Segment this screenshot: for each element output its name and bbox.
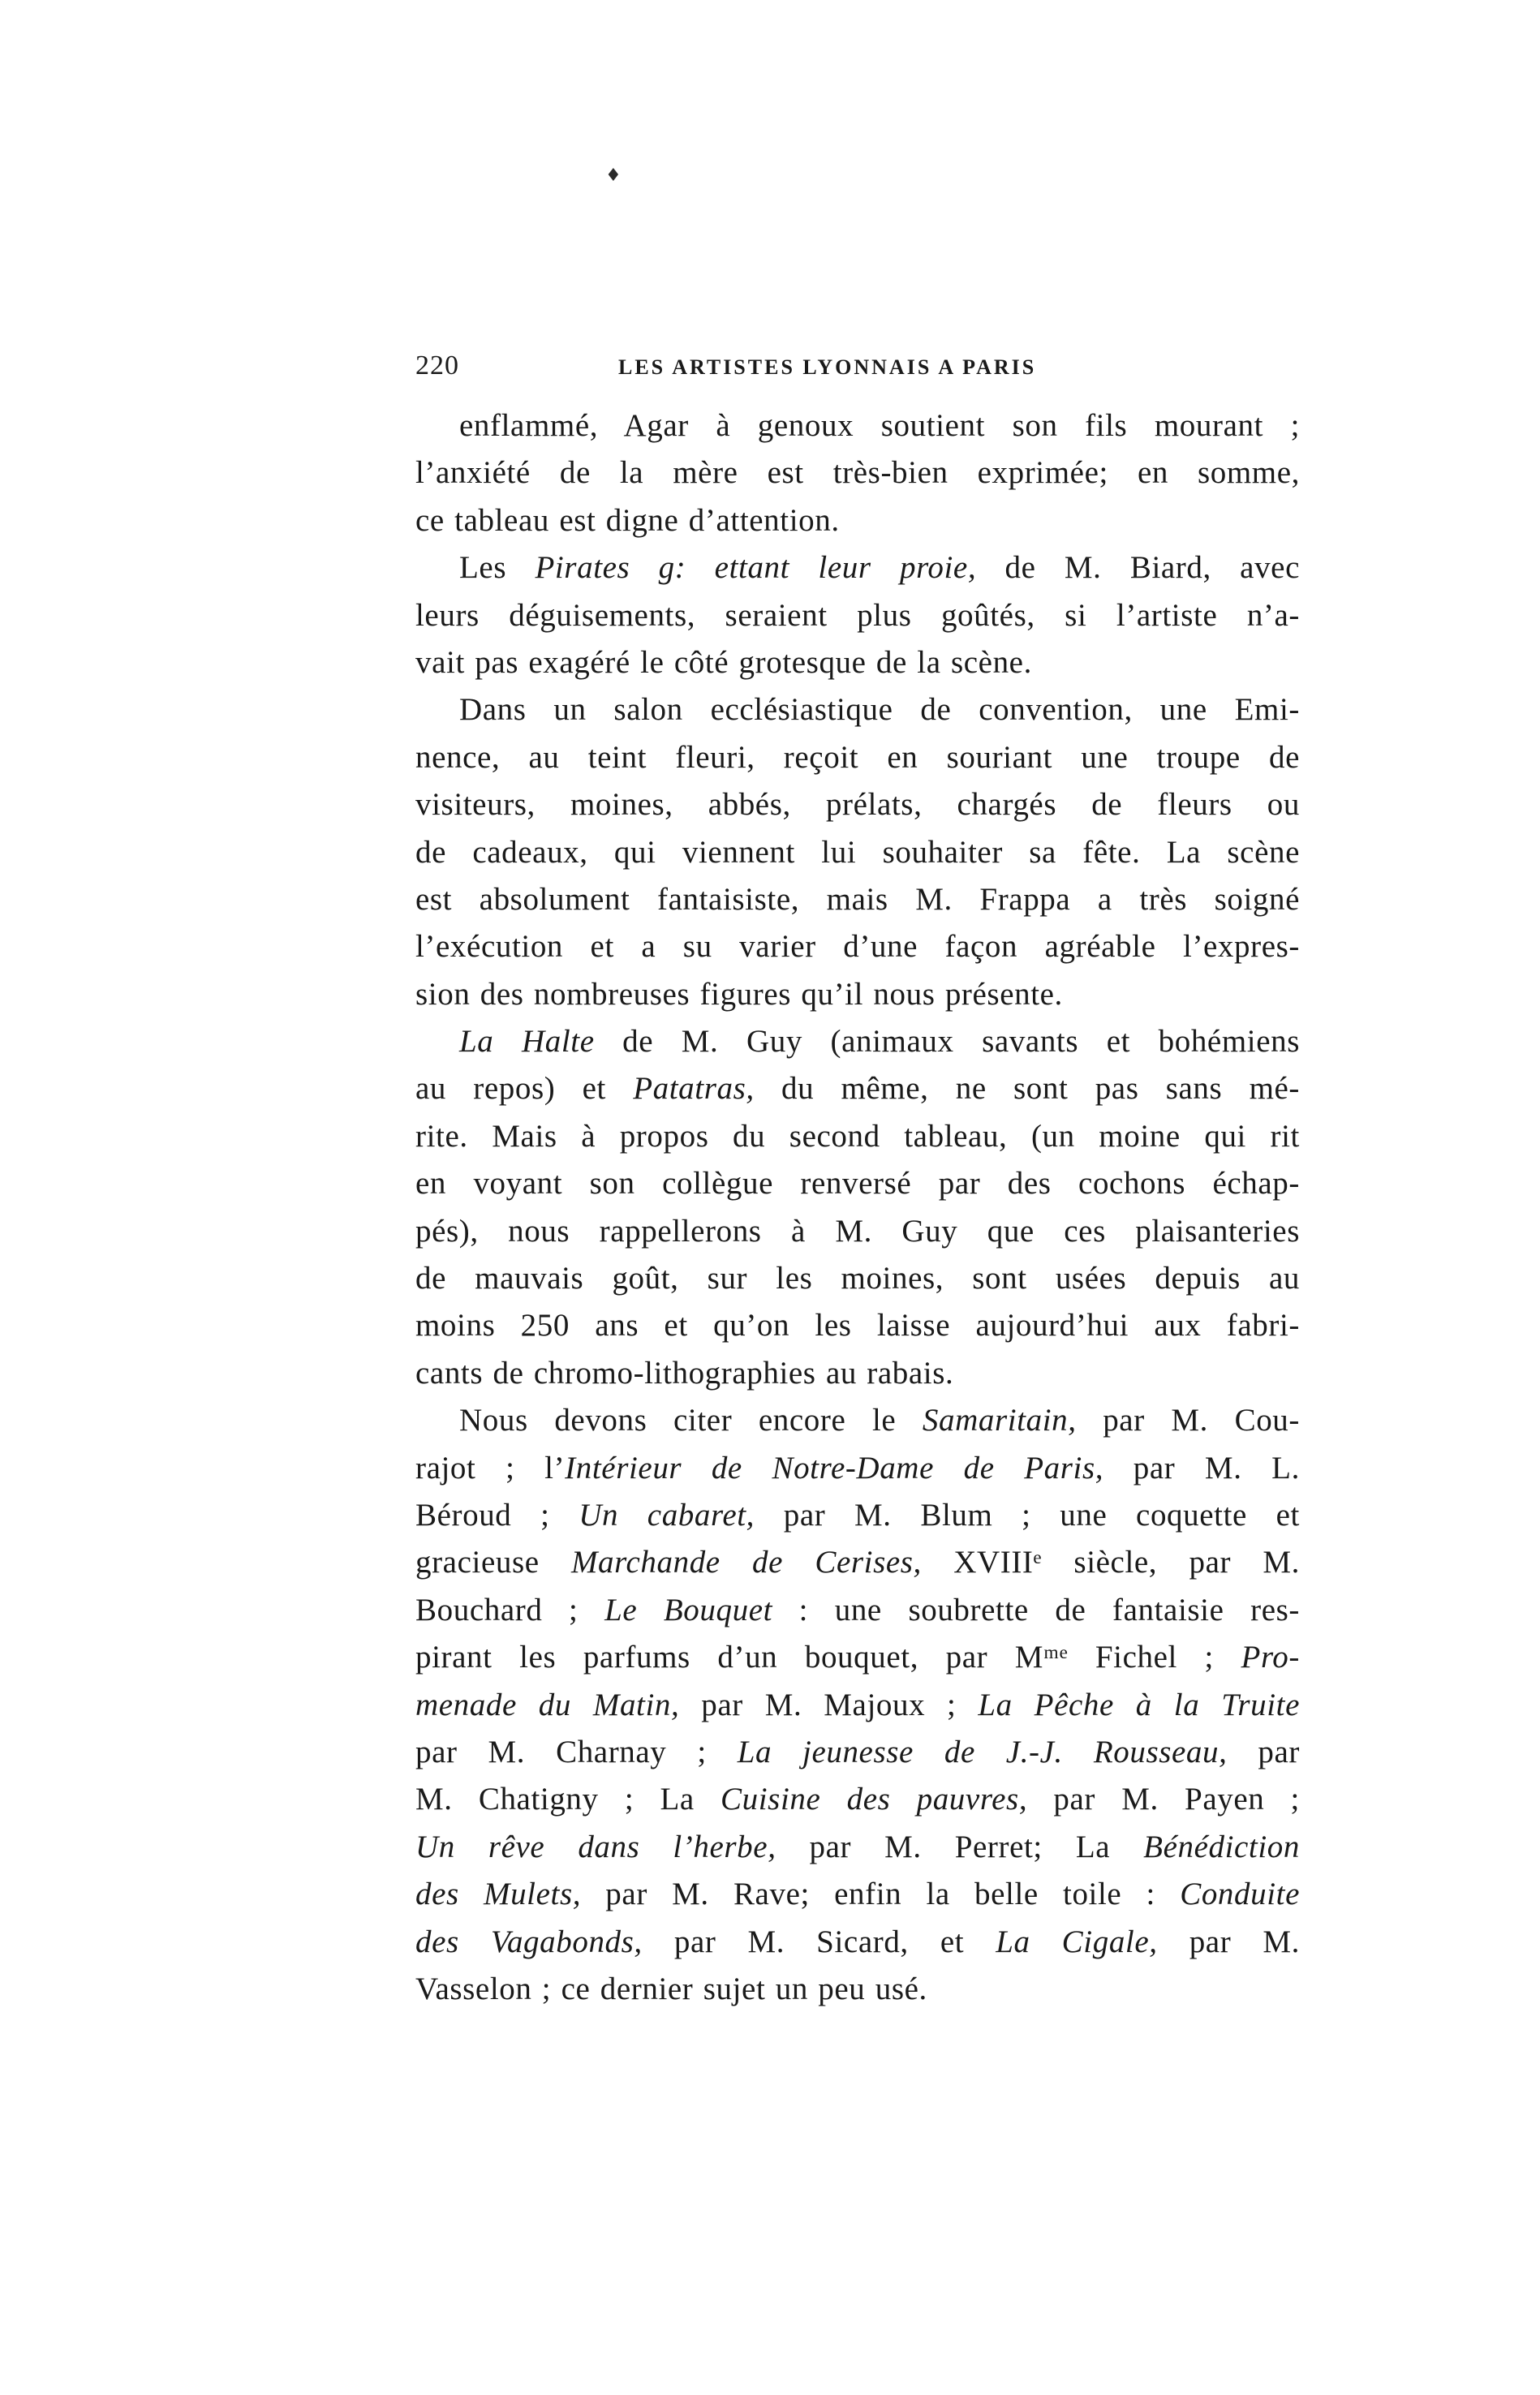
text-run: par M. Payen ; xyxy=(1027,1782,1300,1817)
text-line: l’exécution et a su varier d’une façon agréable l’expres- xyxy=(415,929,1300,965)
text-line: en voyant son collègue renversé par des cochons échap- xyxy=(415,1166,1300,1202)
italic-title: Patatras, xyxy=(633,1071,755,1107)
italic-title: Pro- xyxy=(1241,1640,1300,1675)
text-line xyxy=(415,544,1300,591)
text-line: cants de chromo-lithographies au rabais. xyxy=(415,1355,954,1391)
text-run: par M. Sicard, et xyxy=(642,1924,996,1959)
text-line xyxy=(415,1776,1300,1823)
text-run: par M. Blum ; une coquette et xyxy=(755,1497,1300,1533)
italic-title: Pirates g: ettant leur proie, xyxy=(535,550,977,586)
italic-title: La Pêche à la Truite xyxy=(978,1687,1301,1722)
text-line: sion des nombreuses figures qu’il nous présente. xyxy=(415,976,1063,1012)
text-line xyxy=(415,1018,1300,1065)
italic-title: des Mulets, xyxy=(415,1877,582,1912)
running-title: LES ARTISTES LYONNAIS A PARIS xyxy=(618,355,1037,379)
text-line xyxy=(415,1065,1300,1112)
text-line xyxy=(415,1445,1300,1492)
text-line: rite. Mais à propos du second tableau, (un moine qui rit xyxy=(415,1118,1300,1154)
italic-title: Conduite xyxy=(1180,1877,1300,1912)
body-text xyxy=(415,402,1300,2013)
text-line: l’anxiété de la mère est très-bien exprimée; en somme, xyxy=(415,455,1300,491)
text-line: ce tableau est digne d’attention. xyxy=(415,502,840,538)
text-run: par M. Charnay ; xyxy=(415,1734,738,1769)
text-run: Bouchard ; xyxy=(415,1592,605,1627)
text-run: de M. Guy (animaux savants et bohémiens xyxy=(594,1024,1300,1060)
italic-title: Samaritain, xyxy=(922,1403,1077,1438)
paragraph xyxy=(415,402,1300,544)
text-line: vait pas exagéré le côté grotesque de la scène. xyxy=(415,644,1032,680)
text-line xyxy=(415,1397,1300,1444)
italic-title: La Cigale, xyxy=(996,1924,1158,1959)
text-run: par xyxy=(1227,1734,1300,1769)
italic-title: Un rêve dans l’herbe, xyxy=(415,1829,776,1864)
text-run: rajot ; l’ xyxy=(415,1450,566,1486)
text-run: Les xyxy=(459,550,536,586)
text-line: enflammé, Agar à genoux soutient son fils mourant ; xyxy=(459,408,1300,443)
text-line: pés), nous rappellerons à M. Guy que ces plaisanteries xyxy=(415,1213,1300,1249)
text-line xyxy=(415,1682,1300,1729)
text-run: Nous devons citer encore le xyxy=(459,1403,923,1438)
text-line: visiteurs, moines, abbés, prélats, chargés de fleurs ou xyxy=(415,787,1300,823)
text-run: pirant les parfums d’un bouquet, par Mᵐᵉ Fichel ; xyxy=(415,1640,1241,1675)
text-line xyxy=(415,1871,1300,1918)
text-line: moins 250 ans et qu’on les laisse aujourd’hui aux fabri- xyxy=(415,1308,1300,1344)
page-number: 220 xyxy=(415,350,459,381)
text-line: de cadeaux, qui viennent lui souhaiter sa fête. La scène xyxy=(415,834,1300,870)
text-run: par M. L. xyxy=(1103,1450,1300,1486)
italic-title: menade du Matin, xyxy=(415,1687,680,1722)
text-line: leurs déguisements, seraient plus goûtés, si l’artiste n’a- xyxy=(415,597,1300,633)
text-run: par M. Majoux ; xyxy=(679,1687,979,1722)
text-run: par M. xyxy=(1157,1924,1300,1959)
paragraph xyxy=(415,544,1300,686)
paragraph xyxy=(415,686,1300,1018)
italic-title: des Vagabonds, xyxy=(415,1924,643,1959)
italic-title: La jeunesse de J.-J. Rousseau, xyxy=(737,1734,1228,1769)
text-line xyxy=(415,1729,1300,1776)
text-line: nence, au teint fleuri, reçoit en souriant une troupe de xyxy=(415,739,1300,775)
text-line: Vasselon ; ce dernier sujet un peu usé. xyxy=(415,1971,927,2006)
text-run: par M. Rave; enfin la belle toile : xyxy=(581,1877,1181,1912)
text-line xyxy=(415,1539,1300,1586)
text-line: est absolument fantaisiste, mais M. Frappa a très soigné xyxy=(415,881,1300,917)
italic-title: Intérieur de Notre-Dame de Paris, xyxy=(565,1450,1104,1486)
italic-title: La Halte xyxy=(459,1024,595,1060)
text-line xyxy=(415,1492,1300,1539)
paragraph xyxy=(415,1397,1300,2013)
text-run: : une soubrette de fantaisie res- xyxy=(772,1592,1300,1627)
text-run: Béroud ; xyxy=(415,1497,579,1533)
text-run: au repos) et xyxy=(415,1071,634,1107)
page-header xyxy=(415,350,1300,388)
text-run: gracieuse xyxy=(415,1545,571,1580)
italic-title: Le Bouquet xyxy=(604,1592,773,1627)
text-line: de mauvais goût, sur les moines, sont usées depuis au xyxy=(415,1261,1300,1296)
text-run: XVIIIᵉ siècle, par M. xyxy=(921,1545,1301,1580)
text-line: Dans un salon ecclésiastique de convention, une Emi- xyxy=(459,692,1300,728)
text-line xyxy=(415,1587,1300,1634)
text-line xyxy=(415,1634,1300,1681)
italic-title: Bénédiction xyxy=(1143,1829,1300,1864)
text-run: du même, ne sont pas sans mé- xyxy=(754,1071,1301,1107)
italic-title: Cuisine des pauvres, xyxy=(721,1782,1028,1817)
text-run: de M. Biard, avec xyxy=(976,550,1300,586)
text-line xyxy=(415,1824,1300,1871)
italic-title: Un cabaret, xyxy=(579,1497,755,1533)
ink-speck-mark: ♦ xyxy=(605,166,622,186)
text-run: M. Chatigny ; La xyxy=(415,1782,721,1817)
text-run: par M. Cou- xyxy=(1076,1403,1300,1438)
text-run: par M. Perret; La xyxy=(776,1829,1144,1864)
text-line xyxy=(415,1919,1300,1966)
paragraph xyxy=(415,1018,1300,1397)
italic-title: Marchande de Cerises, xyxy=(570,1545,922,1580)
